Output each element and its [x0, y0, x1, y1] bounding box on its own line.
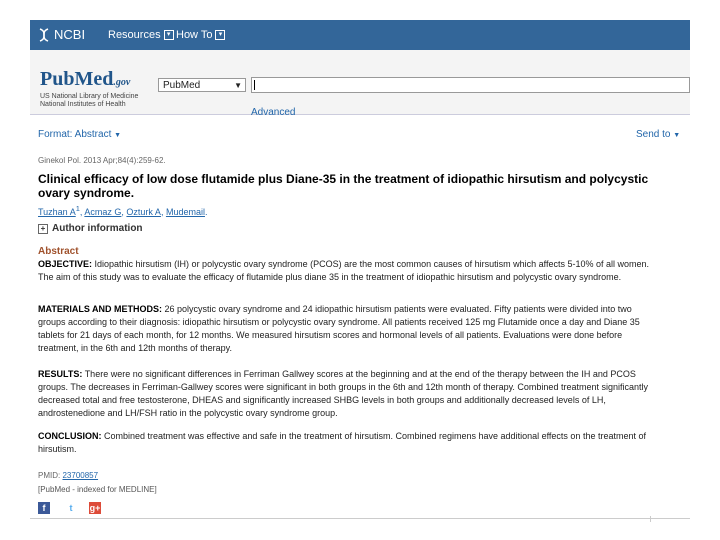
how-to-menu-label: How To — [176, 29, 213, 41]
section-text: Combined treatment was effective and safe in the treatment of hirsutism. Combined regimens have additional effects on the treatment of hirsutism. — [38, 431, 646, 454]
format-menu-label: Format: Abstract — [38, 129, 112, 140]
section-text: There were no significant differences in Ferriman Gallwey scores at the beginning and at the end of the therapy between the IH and PCOS groups. The decreases in Ferriman-Gallwey scores were significant in both groups in the 6th and 12th month of therapy. Combined treatment significantly decreased total and free testosterone, DHEAS and significantly increased SHBG levels in both groups and additionally decreased levels of LH, androstenedione and LH/FSH ratio in the polycystic ovary syndrome group. — [38, 369, 648, 418]
section-text: Idiopathic hirsutism (IH) or polycystic ovary syndrome (PCOS) are the most common causes of hirsutism which affects 5-10% of all women. The aim of this study was to evaluate the efficacy of flutamide plus diane 35 in the treatment of idiopathic hirsutism and polycystic ovary syndrome. — [38, 259, 650, 282]
ncbi-logo-text: NCBI — [54, 27, 86, 42]
database-select[interactable] — [158, 78, 246, 92]
indexed-status: [PubMed - indexed for MEDLINE] — [38, 485, 157, 494]
chevron-down-icon: ▼ — [673, 132, 681, 139]
abstract-methods — [38, 303, 658, 355]
author-information-label: Author information — [52, 223, 143, 234]
section-label: CONCLUSION: — [38, 431, 102, 441]
author-link[interactable]: Ozturk A — [126, 207, 161, 217]
author-link[interactable]: Mudemail — [165, 207, 205, 217]
ncbi-top-bar — [30, 20, 690, 50]
chevron-down-icon: ▾ — [164, 30, 174, 40]
facebook-share-icon[interactable]: f — [38, 502, 50, 514]
ncbi-logo[interactable] — [38, 27, 85, 42]
pubmed-logo-med: Med — [74, 68, 114, 90]
author-information-toggle[interactable] — [38, 223, 143, 234]
pmid-link[interactable]: 23700857 — [62, 471, 99, 480]
database-select-value: PubMed — [163, 80, 201, 91]
chevron-down-icon: ▾ — [215, 30, 225, 40]
pubmed-logo-pub: Pub — [40, 68, 75, 90]
abstract-results — [38, 368, 658, 420]
section-label: RESULTS: — [38, 369, 83, 379]
abstract-heading: Abstract — [38, 246, 79, 257]
format-menu[interactable] — [38, 129, 121, 140]
resources-menu-label: Resources — [108, 29, 161, 41]
send-to-menu[interactable] — [636, 129, 680, 140]
how-to-menu[interactable] — [176, 29, 225, 41]
author-link[interactable]: Tuzhan A — [38, 207, 76, 217]
pubmed-logo-gov: .gov — [113, 77, 131, 88]
twitter-share-icon[interactable]: t — [65, 502, 77, 514]
author-link[interactable]: Acmaz G — [84, 207, 122, 217]
divider — [30, 518, 690, 519]
divider-tick — [650, 516, 651, 522]
section-text: 26 polycystic ovary syndrome and 24 idiopathic hirsutism patients were evaluated. Fifty patients were divided into two groups according to their diagnosis: idiopathic hirsutism or polycystic ovary syndrome. All patients received 125 mg Flutamide once a day and Diane 35 tablets for 21 days of each month, for 12 months. We measured hirsutism scores and hormonal levels of all patients. Evaluations were done before treatment, in the 6th and 12th months of therapy. — [38, 304, 640, 353]
abstract-objective — [38, 258, 658, 284]
nlm-line-1: US National Library of Medicine — [40, 93, 139, 100]
pmid-line — [38, 471, 98, 480]
section-label: OBJECTIVE: — [38, 259, 93, 269]
chevron-down-icon: ▼ — [114, 132, 122, 139]
advanced-search-link[interactable]: Advanced — [251, 107, 296, 118]
search-header — [30, 50, 690, 118]
google-plus-share-icon[interactable]: g+ — [89, 503, 101, 513]
citation[interactable]: Ginekol Pol. 2013 Apr;84(4):259-62. — [38, 156, 166, 165]
article-title: Clinical efficacy of low dose flutamide plus Diane-35 in the treatment of idiopathic hirsutism and polycystic ovary syndrome. — [38, 172, 649, 200]
section-label: MATERIALS AND METHODS: — [38, 304, 162, 314]
send-to-label: Send to — [636, 129, 671, 140]
nlm-line-2: National Institutes of Health — [40, 101, 126, 108]
dna-icon — [38, 28, 50, 42]
author-list: Tuzhan $A^1$, Acmaz G, Ozturk A, Mudemail. — [38, 204, 208, 217]
browser-page — [30, 20, 690, 522]
search-input[interactable] — [251, 77, 690, 93]
pmid-label: PMID: — [38, 471, 61, 480]
resources-menu[interactable] — [108, 29, 174, 41]
dropdown-arrow-icon: ▼ — [234, 81, 242, 90]
text-caret — [254, 80, 255, 90]
abstract-conclusion — [38, 430, 658, 456]
pubmed-logo[interactable] — [40, 68, 130, 91]
expand-icon: + — [38, 224, 48, 234]
